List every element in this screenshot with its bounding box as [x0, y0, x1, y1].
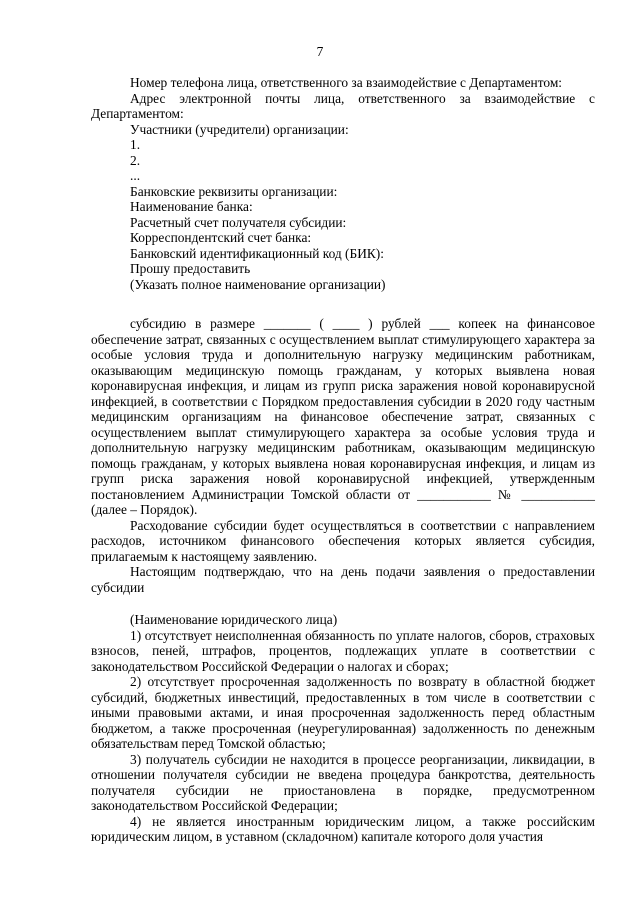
founders-item-1: 1.	[130, 137, 141, 152]
blank-gap	[91, 292, 595, 316]
condition-item-1: 1) отсутствует неисполненная обязанность по уплате налогов, сборов, страховых взносов, пеней, штрафов, процентов, подлежащих уплате в соответствии с законодательством Российской Федерации о налогах и сборах;	[91, 627, 595, 674]
condition-item-4: 4) не является иностранным юридическим лицом, а также российским юридическим лицом, в уставном (складочном) капитале которого доля участия	[91, 813, 595, 844]
condition-item-3: 3) получатель субсидии не находится в процессе реорганизации, ликвидации, в отношении получателя субсидии не введена процедура банкротства, деятельность получателя субсидии не приостановлена в порядке, предусмотренном законодательством Российской Федерации;	[91, 751, 595, 813]
founders-ellipsis: ...	[130, 168, 141, 183]
blank-gap	[91, 595, 595, 612]
bank-name-line: Наименование банка:	[130, 199, 253, 214]
phone-field-line: Номер телефона лица, ответственного за взаимодействие с Департаментом:	[130, 75, 563, 90]
spending-paragraph: Расходование субсидии будет осуществляться в соответствии с направлением расходов, источником финансового обеспечения которых является субсидия, прилагаемым к настоящему заявлению.	[91, 517, 595, 564]
page-number: 7	[316, 44, 324, 59]
request-line: Прошу предоставить	[130, 261, 251, 276]
confirm-paragraph: Настоящим подтверждаю, что на день подачи заявления о предоставлении субсидии	[91, 564, 595, 595]
bik-line: Банковский идентификационный код (БИК):	[130, 245, 384, 261]
bank-details-line: Банковские реквизиты организации:	[130, 183, 338, 199]
legal-entity-hint: (Наименование юридического лица)	[130, 612, 338, 627]
subsidy-paragraph: субсидию в размере _______ ( ____ ) рублей ___ копеек на финансовое обеспечение затрат, связанных с осуществлением выплат стимулирующего характера за особые условия труда и дополнительную нагрузку медицинским работникам, оказывающим медицинскую помощь гражданам, у которых выявлена новая коронавирусная инфекция, и лицам из групп риска заражения новой коронавирусной инфекцией, в соответствии с Порядком предоставления субсидии в 2020 году частным медицинским организациям на финансовое обеспечение затрат, связанных с осуществлением выплат стимулирующего характера за особые условия труда и дополнительную нагрузку медицинским работникам, оказывающим медицинскую помощь гражданам, у которых выявлена новая коронавирусная инфекция, и лицам из групп риска заражения новой коронавирусной инфекцией, утвержденным постановлением Администрации Томской области от ___________ № ___________ (далее – Порядок).	[91, 316, 595, 517]
document-body	[91, 75, 595, 845]
condition-item-2: 2) отсутствует просроченная задолженность по возврату в областной бюджет субсидий, бюджетных инвестиций, предоставленных в том числе в соответствии с иными правовыми актами, и иная просроченная задолженность перед областным бюджетом, а также просроченная (неурегулированная) задолженность по денежным обязательствам перед Томской областью;	[91, 674, 595, 751]
corr-account-line: Корреспондентский счет банка:	[130, 230, 312, 245]
account-line: Расчетный счет получателя субсидии:	[130, 214, 347, 230]
founders-item-2: 2.	[130, 152, 141, 168]
founders-line: Участники (учредители) организации:	[130, 121, 349, 137]
org-name-hint: (Указать полное наименование организации)	[130, 276, 386, 292]
email-field-line: Адрес электронной почты лица, ответственного за взаимодействие с Департаментом:	[91, 90, 595, 121]
